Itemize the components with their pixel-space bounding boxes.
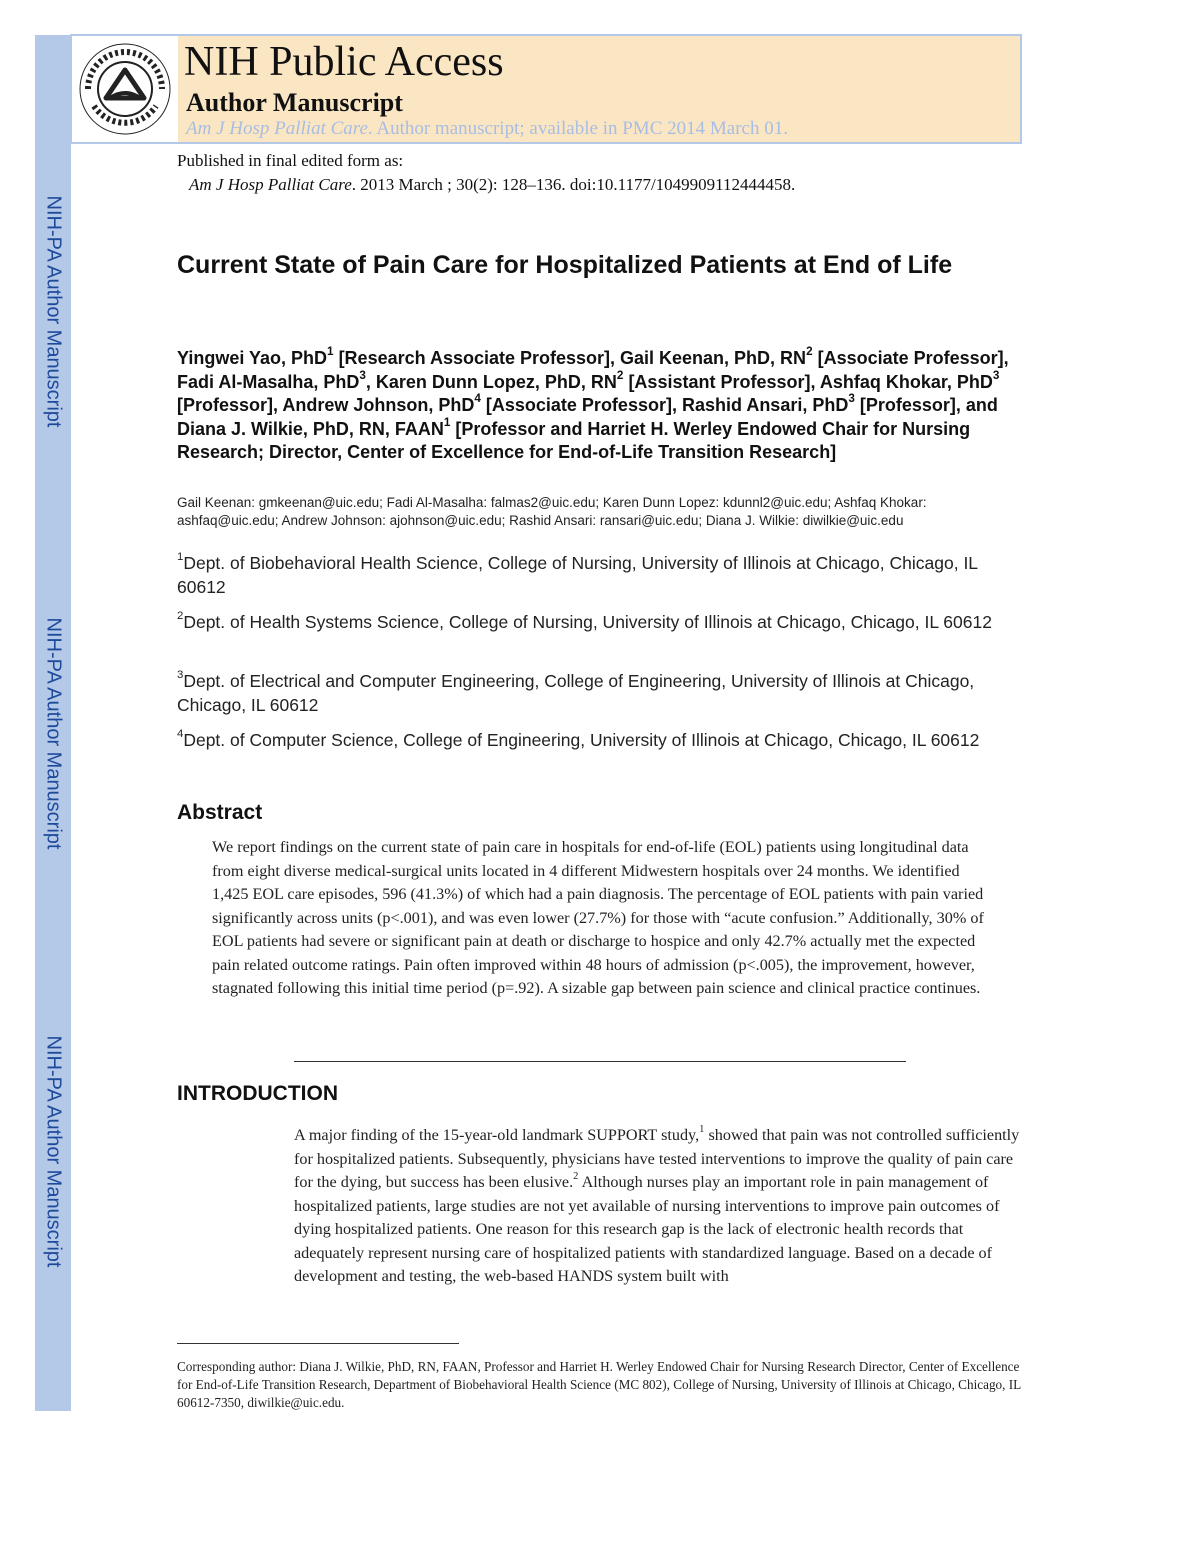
author-emails: Gail Keenan: gmkeenan@uic.edu; Fadi Al-Masalha: falmas2@uic.edu; Karen Dunn Lopez: kdunnl2@uic.edu; Ashfaq Khokar: ashfaq@uic.edu; Andrew Johnson: ajohnson@uic.edu; Rashid Ansari: ransari@uic.edu; Diana J. Wilkie: diwilkie@uic.edu bbox=[177, 495, 927, 528]
journal-name: Am J Hosp Palliat Care bbox=[189, 175, 352, 194]
author-affil-ref: 2 bbox=[806, 345, 813, 359]
author-affil-ref: 4 bbox=[474, 392, 481, 406]
citation-text: . 2013 March ; 30(2): 128–136. doi:10.1177/1049909112444458. bbox=[351, 175, 796, 194]
author-name: Ashfaq Khokar, PhD bbox=[819, 371, 993, 392]
citation-ref[interactable]: 2 bbox=[573, 1171, 579, 1183]
author-role: [Associate Professor], bbox=[812, 348, 1009, 368]
availability-text: . Author manuscript; available in PMC 2014 March 01. bbox=[367, 118, 788, 139]
nih-title: NIH Public Access bbox=[184, 39, 504, 85]
affiliation: $^2$Dept. of Health Systems Science, College of Nursing, University of Illinois at Chicago, Chicago, IL 60612 bbox=[177, 610, 992, 632]
nih-logo-icon bbox=[76, 40, 174, 138]
side-label: NIH-PA Author Manuscript bbox=[42, 617, 65, 850]
divider bbox=[294, 1061, 906, 1062]
availability-line[interactable] bbox=[186, 118, 788, 140]
author-role: [Associate Professor], bbox=[480, 395, 682, 415]
author-affil-ref: 1 bbox=[327, 345, 334, 359]
citation-ref[interactable]: 1 bbox=[699, 1124, 705, 1136]
author-affil-ref: 2 bbox=[616, 368, 624, 382]
side-label: NIH-PA Author Manuscript bbox=[42, 195, 65, 428]
affiliation: $^4$Dept. of Computer Science, College of Engineering, University of Illinois at Chicago, Chicago, IL 60612 bbox=[177, 728, 980, 750]
abstract-text: We report findings on the current state of pain care in hospitals for end-of-life (EOL) patients using longitudinal data from eight diverse medical-surgical units located in 4 different Midwestern hospitals over 24 months. We identified 1,425 EOL care episodes, 596 (41.3%) of which had a pain diagnosis. The percentage of EOL patients with pain varied significantly across units (p<.001), and was even lower (27.7%) for those with “acute confusion.” Additionally, 30% of EOL patients had severe or significant pain at death or discharge to hospice and only 42.7% actually met the expected pain related outcome ratings. Pain often improved within 48 hours of admission (p<.005), the improvement, however, stagnated following this initial time period (p=.92). A sizable gap between pain science and clinical practice continues. bbox=[212, 838, 984, 997]
citation-line bbox=[189, 175, 795, 195]
affiliation: $^3$Dept. of Electrical and Computer Engineering, College of Engineering, University of Illinois at Chicago, Chicago, IL 60612 bbox=[177, 669, 975, 715]
author-role: [Professor], and bbox=[854, 395, 998, 415]
author-affil-ref: 3 bbox=[848, 392, 855, 406]
author-name: Andrew Johnson, PhD bbox=[282, 395, 475, 415]
journal-name[interactable]: Am J Hosp Palliat Care bbox=[186, 118, 368, 139]
author-role: [Professor and Harriet H. Werley Endowed Chair for Nursing Research; Director, Center of Excellence for End-of-Life Transition Research] bbox=[177, 418, 971, 462]
author-name: Gail Keenan, PhD, RN bbox=[620, 348, 807, 368]
article-title: Current State of Pain Care for Hospitalized Patients at End of Life bbox=[177, 251, 953, 279]
abstract-heading: Abstract bbox=[177, 801, 263, 824]
footnote-divider bbox=[177, 1343, 459, 1344]
side-label: NIH-PA Author Manuscript bbox=[42, 1035, 65, 1268]
published-label: Published in final edited form as: bbox=[177, 151, 404, 170]
author-role: , bbox=[365, 371, 376, 392]
affiliation: $^1$Dept. of Biobehavioral Health Science, College of Nursing, University of Illinois at Chicago, Chicago, IL 60612 bbox=[177, 551, 978, 597]
author-name: Rashid Ansari, PhD bbox=[681, 395, 849, 415]
author-name: Fadi Al-Masalha, PhD bbox=[177, 371, 360, 392]
nih-logo bbox=[72, 36, 178, 142]
corresponding-author-footnote: Corresponding author: Diana J. Wilkie, PhD, RN, FAAN, Professor and Harriet H. Werley Endowed Chair for Nursing Research Director, Center of Excellence for End-of-Life Transition Research, Department of Biobehavioral Health Science (MC 802), College of Nursing, University of Illinois at Chicago, Chicago, IL 60612-7350, diwilkie@uic.edu. bbox=[177, 1359, 1021, 1410]
author-affil-ref: 1 bbox=[443, 415, 451, 429]
author-affil-ref: 3 bbox=[359, 368, 366, 382]
author-name: Diana J. Wilkie, PhD, RN, FAAN bbox=[177, 418, 444, 439]
introduction-text: A major finding of the 15-year-old landmark SUPPORT study,$^1$ showed that pain was not controlled sufficiently for hospitalized patients. Subsequently, physicians have tested interventions to improve the quality of pain care for the dying, but success has been elusive.$^2$ Although nurses play an important role in pain management of hospitalized patients, large studies are not yet available of nursing interventions to improve pain outcomes of dying hospitalized patients. One reason for this research gap is the lack of electronic health records that adequately represent nursing care of hospitalized patients with standardized language. Based on a decade of development and testing, the web-based HANDS system built with bbox=[294, 1124, 1020, 1285]
author-name: Yingwei Yao, PhD bbox=[177, 348, 328, 368]
author-role: [Research Associate Professor], bbox=[333, 348, 621, 368]
author-affil-ref: 3 bbox=[992, 368, 1000, 382]
author-role: [Assistant Professor], bbox=[623, 371, 820, 392]
author-list bbox=[177, 347, 1017, 465]
author-role: [Professor], bbox=[177, 395, 283, 415]
nih-subtitle: Author Manuscript bbox=[186, 88, 403, 117]
nih-header bbox=[70, 34, 1022, 144]
introduction-heading: INTRODUCTION bbox=[177, 1082, 338, 1105]
author-name: Karen Dunn Lopez, PhD, RN bbox=[375, 371, 617, 392]
